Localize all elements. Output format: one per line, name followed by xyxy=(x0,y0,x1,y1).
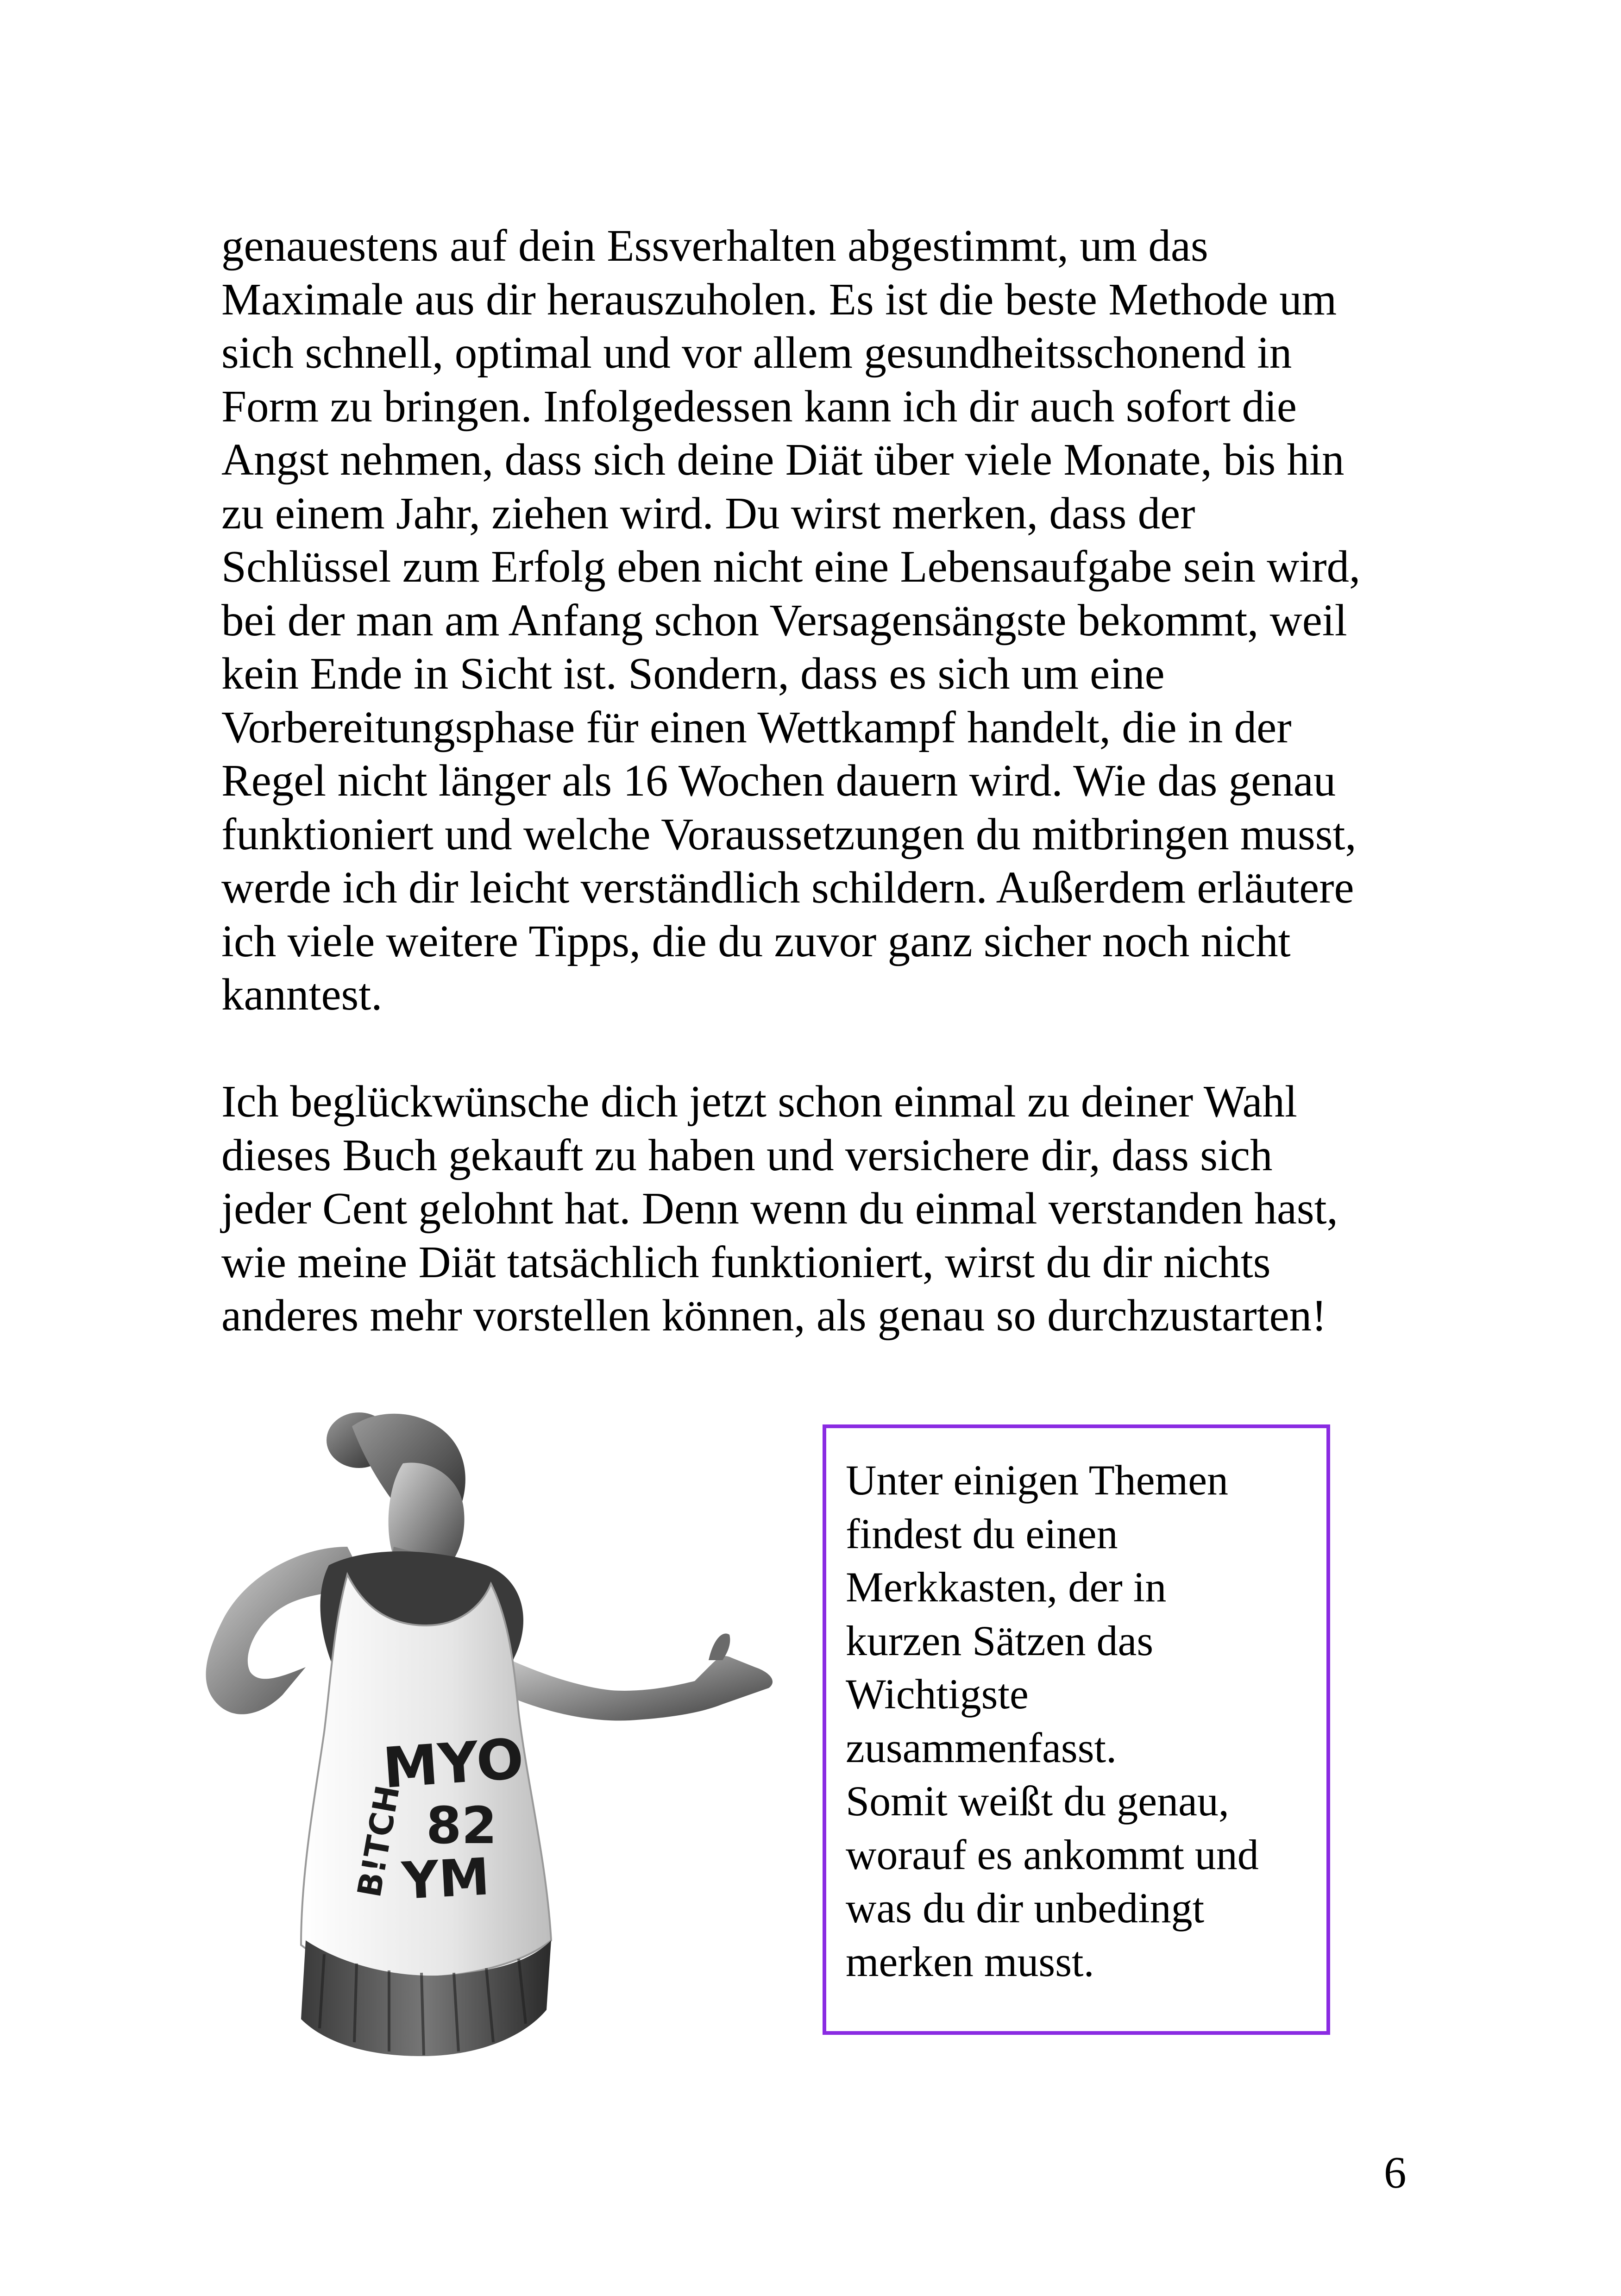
merkkasten-line: Merkkasten, der in xyxy=(846,1563,1167,1611)
text-line: kanntest. xyxy=(221,970,383,1019)
text-line: werde ich dir leicht verständlich schildern. Außerdem erläutere xyxy=(221,863,1354,912)
merkkasten-box xyxy=(823,1424,1330,2035)
merkkasten-line: Somit weißt du genau, xyxy=(846,1777,1229,1825)
text-line: Form zu bringen. Infolgedessen kann ich dir auch sofort die xyxy=(221,381,1297,431)
merkkasten-line: was du dir unbedingt xyxy=(846,1884,1205,1932)
text-line: anderes mehr vorstellen können, als genau so durchzustarten! xyxy=(221,1291,1327,1340)
text-line: funktioniert und welche Voraussetzungen du mitbringen musst, xyxy=(221,809,1357,859)
merkkasten-line: Wichtigste xyxy=(846,1670,1029,1718)
shirt-print-mid: 82 xyxy=(426,1796,497,1855)
text-line: dieses Buch gekauft zu haben und versichere dir, dass sich xyxy=(221,1130,1273,1180)
shirt-print-side: B!TCH xyxy=(350,1782,407,1900)
text-line: ich viele weitere Tipps, die du zuvor ganz sicher noch nicht xyxy=(221,916,1291,966)
shirt-print-bottom: YM xyxy=(400,1847,491,1911)
merkkasten-line: Unter einigen Themen xyxy=(846,1456,1229,1504)
text-line: genauestens auf dein Essverhalten abgestimmt, um das xyxy=(221,221,1208,270)
merkkasten-line: worauf es ankommt und xyxy=(846,1831,1259,1878)
text-line: Ich beglückwünsche dich jetzt schon einmal zu deiner Wahl xyxy=(221,1077,1297,1126)
shirt-print-top: MYO xyxy=(381,1727,526,1801)
merkkasten-line: kurzen Sätzen das xyxy=(846,1617,1154,1664)
text-line: kein Ende in Sicht ist. Sondern, dass es sich um eine xyxy=(221,649,1165,698)
text-line: Angst nehmen, dass sich deine Diät über viele Monate, bis hin xyxy=(221,435,1345,484)
merkkasten-line: findest du einen xyxy=(846,1510,1118,1557)
text-line: bei der man am Anfang schon Versagensängste bekommt, weil xyxy=(221,595,1347,645)
merkkasten-line: merken musst. xyxy=(846,1938,1094,1985)
athlete-photo xyxy=(107,1408,810,2075)
text-line: Schlüssel zum Erfolg eben nicht eine Lebensaufgabe sein wird, xyxy=(221,542,1361,591)
paragraph-1 xyxy=(221,219,1426,1022)
athlete-illustration xyxy=(107,1408,810,2075)
text-line: Maximale aus dir herauszuholen. Es ist die beste Methode um xyxy=(221,274,1337,324)
text-line: zu einem Jahr, ziehen wird. Du wirst merken, dass der xyxy=(221,488,1195,538)
text-line: sich schnell, optimal und vor allem gesundheitsschonend in xyxy=(221,328,1292,377)
merkkasten-line: zusammenfasst. xyxy=(846,1724,1117,1771)
paragraph-2 xyxy=(221,1075,1426,1342)
text-line: Regel nicht länger als 16 Wochen dauern wird. Wie das genau xyxy=(221,756,1336,805)
text-line: jeder Cent gelohnt hat. Denn wenn du einmal verstanden hast, xyxy=(221,1184,1338,1233)
page-number: 6 xyxy=(1384,2148,1407,2197)
text-line: Vorbereitungsphase für einen Wettkampf handelt, die in der xyxy=(221,702,1292,752)
text-line: wie meine Diät tatsächlich funktioniert, wirst du dir nichts xyxy=(221,1237,1271,1287)
